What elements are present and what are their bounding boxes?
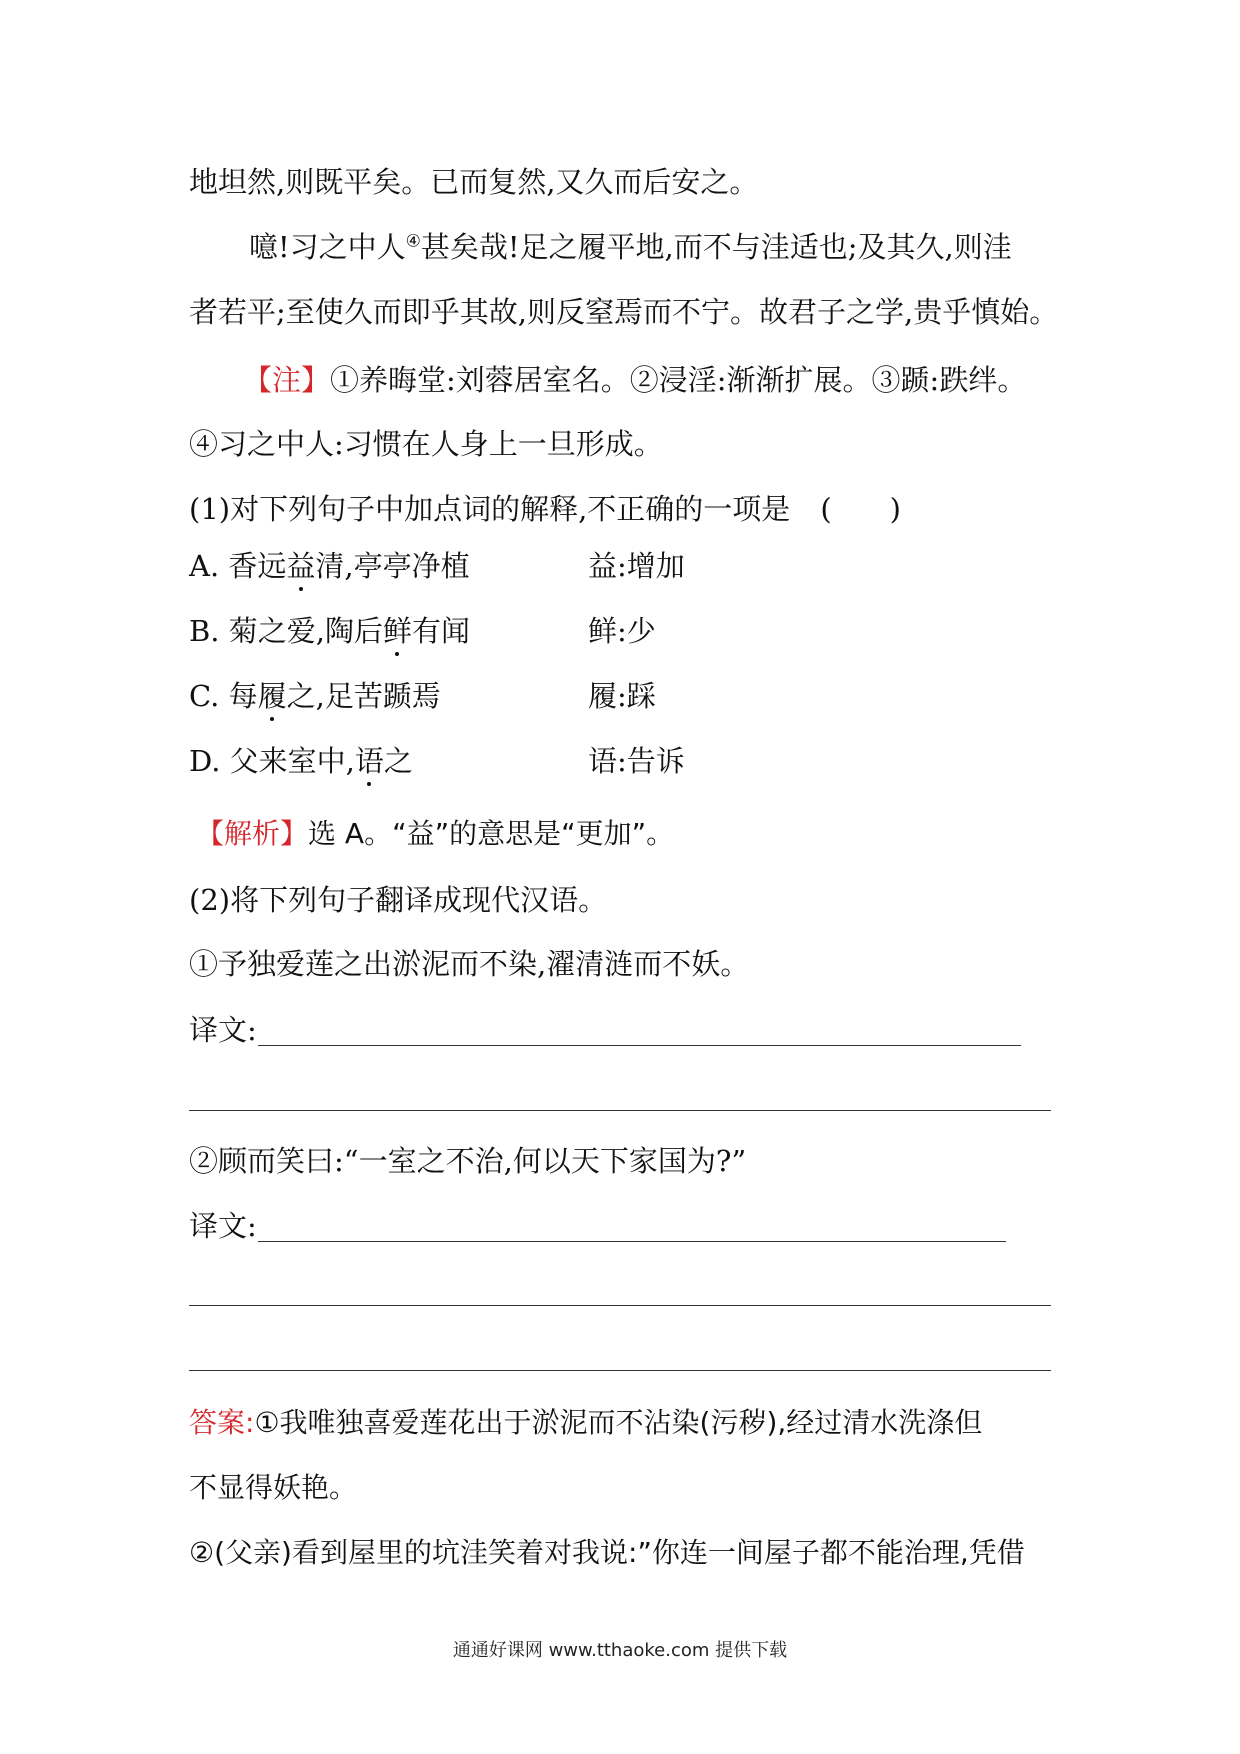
question-1-stem: [189, 489, 901, 529]
answer-parentheses: ( ): [820, 492, 901, 526]
option-a-post: 清,亭亭净植: [315, 549, 470, 583]
option-c: [189, 676, 441, 716]
translation-label-2: 译文:: [189, 1209, 257, 1243]
note-line-2: ④习之中人:习惯在人身上一旦形成。: [189, 427, 663, 461]
footer-credit: 通通好课网 www.tthaoke.com 提供下载: [452, 1640, 788, 1661]
passage-line-2-a: 噫!习之中人: [249, 230, 406, 264]
answer-label: 答案:: [189, 1406, 255, 1439]
translation-blank-2b[interactable]: [189, 1305, 1051, 1306]
option-d: [189, 741, 413, 781]
answer-line-3: ②(父亲)看到屋里的坑洼笑着对我说:”你连一间屋子都不能治理,凭借: [189, 1536, 1025, 1569]
analysis-label: 【解析】: [196, 817, 309, 850]
translation-label-1: 译文:: [189, 1013, 257, 1047]
option-c-pre: C. 每: [189, 679, 258, 713]
footnote-marker: ④: [405, 231, 421, 252]
option-a-dotted-word: 益: [286, 546, 315, 586]
answer-line-2: 不显得妖艳。: [189, 1471, 358, 1504]
option-a-pre: A. 香远: [189, 549, 287, 583]
option-b: [189, 611, 470, 651]
option-c-gloss: 履:踩: [588, 679, 656, 713]
translation-blank-2c[interactable]: [189, 1370, 1051, 1371]
passage-line-3: 者若平;至使久而即乎其故,则反窒焉而不宁。故君子之学,贵乎慎始。: [189, 295, 1059, 329]
option-d-pre: D. 父来室中,: [189, 744, 355, 778]
option-d-dotted-word: 语: [355, 741, 384, 781]
translation-blank-2a[interactable]: [258, 1241, 1006, 1242]
analysis-text: 选 A。“益”的意思是“更加”。: [308, 817, 675, 850]
note-line-1: [243, 360, 1026, 400]
option-a-gloss: 益:增加: [588, 549, 685, 583]
sentence-2: ②顾而笑曰:“一室之不治,何以天下家国为?”: [189, 1144, 747, 1178]
answer-text-1: ①我唯独喜爱莲花出于淤泥而不沾染(污秽),经过清水洗涤但: [254, 1406, 983, 1439]
translation-blank-1a[interactable]: [258, 1045, 1021, 1046]
note-label: 【注】: [243, 363, 331, 397]
note-text-1: ①养晦堂:刘蓉居室名。②浸淫:渐渐扩展。③踬:跌绊。: [330, 363, 1027, 397]
analysis: [196, 814, 674, 854]
option-c-dotted-word: 履: [258, 676, 287, 716]
option-d-gloss: 语:告诉: [588, 744, 685, 778]
question-2-stem: (2)将下列句子翻译成现代汉语。: [189, 883, 608, 917]
question-1-text: (1)对下列句子中加点词的解释,不正确的一项是: [189, 492, 791, 526]
option-b-gloss: 鲜:少: [588, 614, 656, 648]
translation-blank-1b[interactable]: [189, 1110, 1051, 1111]
sentence-1: ①予独爱莲之出淤泥而不染,濯清涟而不妖。: [189, 947, 750, 981]
option-b-pre: B. 菊之爱,陶后: [189, 614, 383, 648]
option-b-dotted-word: 鲜: [383, 611, 412, 651]
passage-line-2-b: 甚矣哉!足之履平地,而不与洼适也;及其久,则洼: [420, 230, 1012, 264]
option-d-post: 之: [383, 744, 413, 778]
answer-line-1: [189, 1403, 982, 1443]
option-a: [189, 546, 470, 586]
option-b-post: 有闻: [411, 614, 470, 648]
option-c-post: 之,足苦踬焉: [286, 679, 441, 713]
passage-line-2: [249, 227, 1012, 267]
passage-line-1: 地坦然,则既平矣。已而复然,又久而后安之。: [189, 165, 759, 199]
